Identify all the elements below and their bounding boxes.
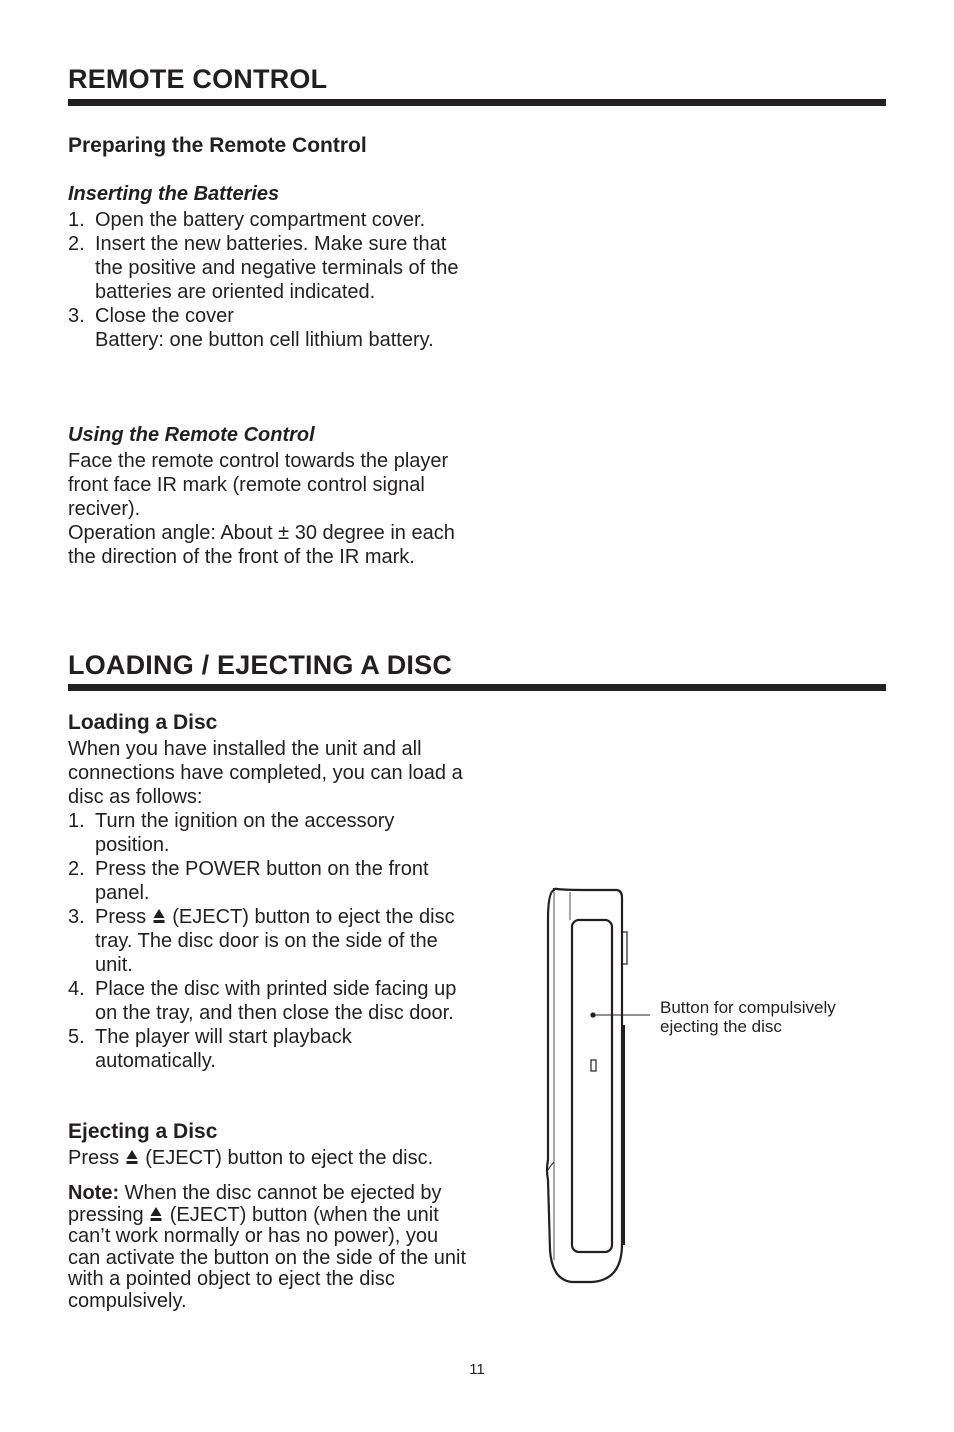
list-item	[68, 905, 468, 977]
step-number: 2.	[68, 858, 85, 880]
list-item	[68, 857, 468, 905]
heading-using-remote: Using the Remote Control	[68, 424, 315, 446]
list-item	[68, 977, 468, 1025]
step-number: 5.	[68, 1026, 85, 1048]
step-number: 3.	[68, 305, 85, 327]
eject-icon	[153, 908, 165, 924]
callout-text: Button for compulsively	[660, 998, 836, 1017]
heading-loading-disc: Loading a Disc	[68, 711, 218, 734]
section-rule	[68, 684, 886, 691]
ejecting-note	[68, 1183, 468, 1312]
note-label: Note:	[68, 1182, 120, 1204]
step-text: Close the cover	[95, 305, 234, 327]
note-text: (EJECT) button (when the unit can’t work normally or has no power), you can activate the button on the side of the unit with a pointed object to eject the disc compulsively.	[68, 1203, 467, 1312]
ejecting-text: (EJECT) button to eject the disc.	[145, 1147, 434, 1169]
list-item	[68, 232, 468, 304]
list-item	[68, 208, 468, 232]
step-number: 3.	[68, 906, 85, 928]
ejecting-instruction	[68, 1146, 488, 1170]
ejecting-text: Press	[68, 1147, 120, 1169]
step-number: 1.	[68, 810, 85, 832]
list-item	[68, 304, 468, 352]
step-number: 1.	[68, 209, 85, 231]
heading-inserting-batteries: Inserting the Batteries	[68, 183, 280, 205]
section-title-loading-ejecting: LOADING / EJECTING A DISC	[68, 650, 453, 680]
heading-ejecting-disc: Ejecting a Disc	[68, 1120, 218, 1143]
loading-steps-list	[68, 809, 468, 1073]
loading-intro: When you have installed the unit and all connections have completed, you can load a disc as follows:	[68, 738, 463, 808]
step-text: Insert the new batteries. Make sure that the positive and negative terminals of the batteries are oriented indicated.	[95, 233, 459, 303]
step-text: Turn the ignition on the accessory position.	[95, 810, 395, 856]
step-text: The player will start playback automatically.	[95, 1026, 352, 1072]
section-title-remote-control: REMOTE CONTROL	[68, 64, 328, 94]
eject-icon	[126, 1149, 138, 1165]
step-text: Place the disc with printed side facing up on the tray, and then close the disc door.	[95, 978, 457, 1024]
device-side-illustration	[540, 880, 650, 1292]
step-text: Open the battery compartment cover.	[95, 209, 426, 231]
note-text: When the disc cannot be ejected by pressing	[68, 1182, 442, 1226]
step-text: (EJECT) button to eject the disc tray. The disc door is on the side of the unit.	[95, 906, 455, 976]
step-number: 4.	[68, 978, 85, 1000]
list-item	[68, 1025, 468, 1073]
section-rule	[68, 99, 886, 106]
callout-text: ejecting the disc	[660, 1017, 782, 1036]
battery-steps-list	[68, 208, 468, 352]
compulsory-eject-button	[590, 1012, 595, 1017]
using-remote-para1: Face the remote control towards the player front face IR mark (remote control signal reciver).	[68, 450, 449, 520]
step-text: Press the POWER button on the front panel.	[95, 858, 429, 904]
eject-icon	[150, 1206, 162, 1222]
using-remote-para2: Operation angle: About ± 30 degree in each the direction of the front of the IR mark.	[68, 522, 455, 568]
step-number: 2.	[68, 233, 85, 255]
page-number: 11	[469, 1361, 485, 1378]
subsection-title-preparing: Preparing the Remote Control	[68, 134, 367, 157]
eject-button-callout	[660, 998, 900, 1036]
step-text: Press	[95, 906, 147, 928]
list-item	[68, 809, 468, 857]
battery-type-note: Battery: one button cell lithium battery.	[95, 329, 434, 351]
